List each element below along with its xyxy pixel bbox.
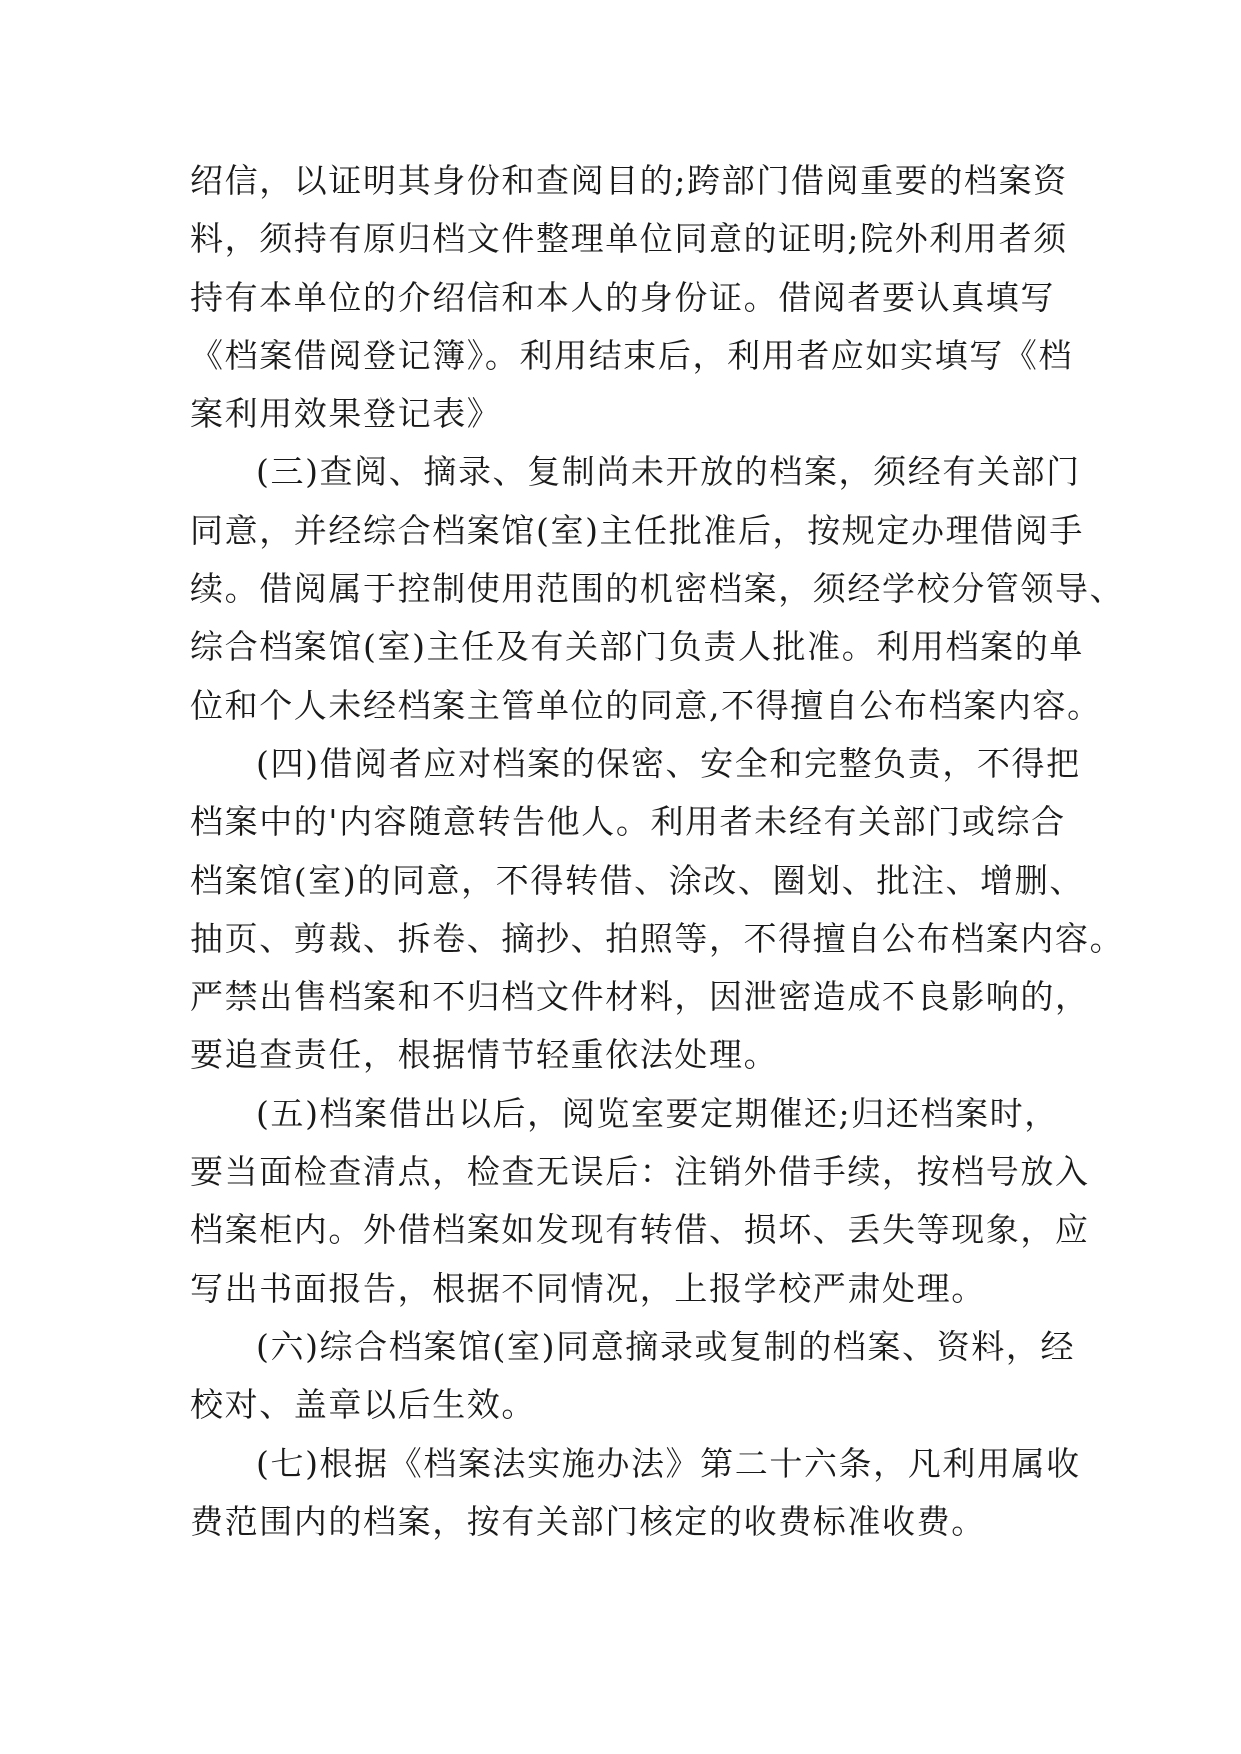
text-line: 要追查责任，根据情节轻重依法处理。 <box>190 1035 779 1075</box>
text-line: 综合档案馆(室)主任及有关部门负责人批准。利用档案的单 <box>190 627 1084 667</box>
text-line: 校对、盖章以后生效。 <box>190 1385 536 1425</box>
text-line: 位和个人未经档案主管单位的同意,不得擅自公布档案内容。 <box>190 685 1102 725</box>
text-line: 档案馆(室)的同意，不得转借、涂改、圈划、批注、增删、 <box>190 860 1084 900</box>
text-line: 绍信，以证明其身份和查阅目的;跨部门借阅重要的档案资 <box>190 161 1068 200</box>
text-line: 同意，并经综合档案馆(室)主任批准后，按规定办理借阅手 <box>190 510 1084 550</box>
text-line: 续。借阅属于控制使用范围的机密档案，须经学校分管领导、 <box>190 569 1125 609</box>
paragraph-6-start: (六)综合档案馆(室)同意摘录或复制的档案、资料，经 <box>256 1326 1076 1366</box>
paragraph-5-start: (五)档案借出以后，阅览室要定期催还;归还档案时， <box>256 1093 1059 1133</box>
text-line: 持有本单位的介绍信和本人的身份证。借阅者要认真填写 <box>190 277 1055 317</box>
text-line: 要当面检查清点，检查无误后：注销外借手续，按档号放入 <box>190 1152 1090 1192</box>
text-line: 抽页、剪裁、拆卷、摘抄、拍照等，不得擅自公布档案内容。 <box>190 918 1125 958</box>
paragraph-3-start: (三)查阅、摘录、复制尚未开放的档案，须经有关部门 <box>256 452 1081 492</box>
text-line: 写出书面报告，根据不同情况，上报学校严肃处理。 <box>190 1268 986 1308</box>
paragraph-4-start: (四)借阅者应对档案的保密、安全和完整负责，不得把 <box>256 743 1081 783</box>
text-line: 档案柜内。外借档案如发现有转借、损坏、丢失等现象，应 <box>190 1210 1090 1250</box>
paragraph-7-start: (七)根据《档案法实施办法》第二十六条，凡利用属收 <box>256 1443 1081 1483</box>
text-line: 档案中的'内容随意转告他人。利用者未经有关部门或综合 <box>190 802 1066 842</box>
body-text <box>190 152 1125 1551</box>
text-line: 《档案借阅登记簿》。利用结束后，利用者应如实填写《档 <box>190 335 1074 375</box>
text-line: 案利用效果登记表》 <box>190 394 502 434</box>
text-line: 严禁出售档案和不归档文件材料，因泄密造成不良影响的， <box>190 977 1090 1017</box>
text-line: 费范围内的档案，按有关部门核定的收费标准收费。 <box>190 1501 986 1541</box>
text-line: 料，须持有原归档文件整理单位同意的证明;院外利用者须 <box>190 219 1068 259</box>
